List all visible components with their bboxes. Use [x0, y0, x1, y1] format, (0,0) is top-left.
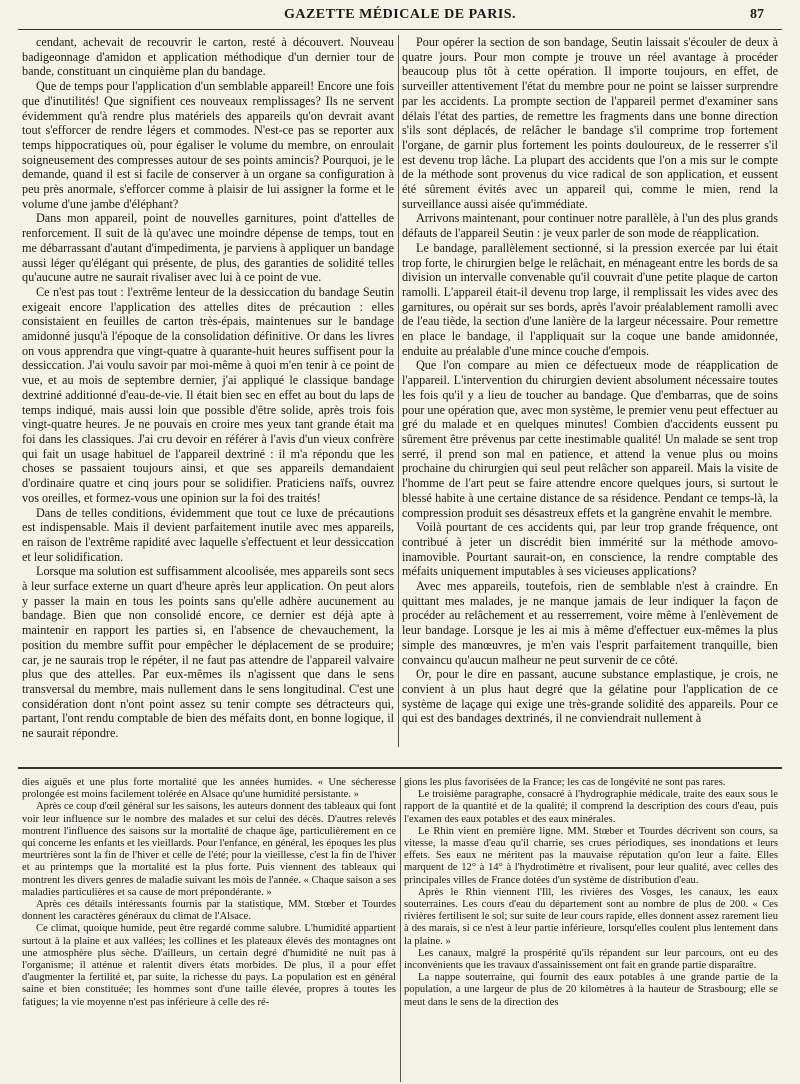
running-title: GAZETTE MÉDICALE DE PARIS.: [283, 7, 517, 22]
paragraph: Ce climat, quoique humide, peut être regardé comme salubre. L'humidité appartient surtout à la plaine et aux vallées; les collines et les plateaux élevés des montagnes ont une atmosphère plus sèche. D'ailleurs, un certain degré d'humidité ne nuit pas à l'organisme; il atténue et ralentit divers états morbides. De plus, il a pour effet d'augmenter la fertilité et, par suite, la richesse du pays. La population est en général saine et bien constituée; les hommes sont d'une taille élevée, propres à toutes les fatigues; la vie moyenne n'est pas inférieure à celle des ré-: [22, 923, 396, 1008]
header-rule: [18, 29, 782, 30]
paragraph: Avec mes appareils, toutefois, rien de semblable n'est à craindre. En quittant mes malades, je ne manque jamais de leur indiquer la façon de procéder au relâchement et au resserrement, voire même à l'enlèvement de leur bandage. Lorsque je les ai mis à même d'effectuer eux-mêmes la plus simple des manœuvres, je m'en vais l'esprit parfaitement tranquille, bien convaincu qu'aucun malheur ne peut survenir de ce côté.: [402, 579, 778, 667]
lower-left-column: [22, 777, 396, 1082]
paragraph: Lorsque ma solution est suffisamment alcoolisée, mes appareils sont secs à leur surface externe un quart d'heure après leur application. On peut alors y passer la main en tous les points sans qu'elle adhère aucunement au bandage. Bien que non consolidé encore, ce dernier est déjà apte à maintenir en rapport les parties si, en l'absence de chevauchement, la position du membre suffit pour empêcher le déplacement de se produire; car, je ne saurais trop le répéter, il ne faut pas attendre de l'appareil valvaire plus que des attelles. Par eux-mêmes ils n'agissent que dans le sens transversal du membre, mais nullement dans le sens longitudinal. C'est une considération dont n'ont point assez su tenir compte ses détracteurs qui, partant, l'ont rendu comptable de bien des méfaits dont, en bonne logique, il ne saurait répondre.: [22, 564, 394, 741]
section-divider: [18, 767, 782, 769]
paragraph: Les canaux, malgré la prospérité qu'ils répandent sur leur parcours, ont eu des inconvénients que les travaux d'assainissement ont fait en grande partie disparaître.: [404, 947, 778, 972]
paragraph: Que l'on compare au mien ce défectueux mode de réapplication de l'appareil. L'intervention du chirurgien devient absolument nécessaire toutes les fois qu'il y a lieu de toucher au bandage. Que d'embarras, que de soins pour une opération que, avec mon système, le premier venu peut effectuer au gré du malade et en quelques minutes! Combien d'accidents eussent pu sûrement être prévenus par cette inestimable qualité! Un malade se sent trop serré, il prend son mal en patience, et attend la venue plus ou moins prochaine du chirurgien qui seul peut relâcher son appareil. Mais la visite de l'homme de l'art peut se faire attendre encore quelques jours, si surtout le blessé habite à une certaine distance de sa résidence. Pendant ce temps-là, la compression produit ses désastreux effets et la gangrène envahit le membre.: [402, 358, 778, 520]
page-header: [0, 0, 800, 34]
paragraph: Pour opérer la section de son bandage, Seutin laissait s'écouler de deux à quatre jours. Pour mon compte je trouve un réel avantage à procéder beaucoup plus tôt à cette opération. Il importe toujours, en effet, de surveiller attentivement l'état du membre pour ne point se laisser surprendre par les accidents. La prompte section de l'appareil permet d'examiner sans délais l'état des parties, de remettre les fragments dans une bonne direction s'ils sont déplacés, de relâcher le bandage s'il comprime trop fortement l'organe, de garnir plus fortement les points douloureux, de le resserrer s'il est devenu trop lâche. La plupart des accidents que l'on a mis sur le compte de la méthode sont provenus du vice radical de son application, et eussent été sûrement évités avec un appareil qui, comme le mien, rend la surveillance aussi aisée qu'immédiate.: [402, 35, 778, 211]
lower-right-column: [404, 777, 778, 1082]
paragraph: Arrivons maintenant, pour continuer notre parallèle, à l'un des plus grands défauts de l'appareil Seutin : je veux parler de son mode de réapplication.: [402, 211, 778, 241]
upper-left-column: [22, 35, 394, 747]
paragraph: Après ces détails intéressants fournis par la statistique, MM. Stœber et Tourdes donnent les caractères généraux du climat de l'Alsace.: [22, 899, 396, 923]
column-divider: [400, 777, 401, 1082]
paragraph: Après le Rhin viennent l'Ill, les rivières des Vosges, les canaux, les eaux souterraines. Les cours d'eau du département sont au nombre de plus de 200. « Ces rivières fertilisent le sol; sur suite de leur cours rapide, elles donnent assez rarement lieu à des marais, si ce n'est à leur partie inférieure, lorsqu'elles coulent plus lentement dans la plaine. »: [404, 886, 778, 947]
paragraph: Ce n'est pas tout : l'extrême lenteur de la dessiccation du bandage Seutin exigeait encore l'application des attelles dites de précaution : elles consistaient en feuilles de carton très-épais, maintenues sur le bandage amidonné jusqu'à l'époque de la consolidation définitive. Or dans les livres on vous apprendra que vingt-quatre à quarante-huit heures suffisent pour la dessiccation. J'ai voulu savoir par moi-même à quoi m'en tenir à ce point de vue, et au mois de septembre dernier, j'ai appliqué le classique bandage dextriné additionné d'eau-de-vie. Il était bien sec en effet au bout du laps de temps indiqué, mais aussi loin que possible d'être solide, après trois fois vingt-quatre heures. Je ne pouvais en croire mes yeux tant grande était ma foi dans les classiques. J'ai cru devoir en référer à l'avis d'un vieux confrère qui fait un usage habituel de l'appareil dextriné : il m'a répondu que les choses se passaient toujours ainsi, et que ses appareils demandaient d'ordinaire quatre et cinq jours pour se solidifier. Praticiens naïfs, ouvrez vos oreilles, et formez-vous une opinion sur la foi des traités!: [22, 284, 394, 505]
paragraph: Dans de telles conditions, évidemment que tout ce luxe de précautions est indispensable. Mais il devient parfaitement inutile avec mes appareils, en raison de l'extrême rapidité avec laquelle s'effectuent et leur dessiccation et leur solidification.: [22, 505, 394, 564]
paragraph: cendant, achevait de recouvrir le carton, resté à découvert. Nouveau badigeonnage d'amidon et application méthodique d'un dernier tour de bande, constituant un cinquième plan du bandage.: [22, 35, 394, 79]
paragraph: dies aiguës et une plus forte mortalité que les années humides. « Une sécheresse prolongée est moins facilement tolérée en Alsace qu'une humidité persistante. »: [22, 777, 396, 801]
page-number: 87: [750, 7, 764, 22]
upper-right-column: [402, 35, 778, 747]
paragraph: Voilà pourtant de ces accidents qui, par leur trop grande fréquence, ont contribué à jeter un discrédit bien immérité sur la méthode amovo-inamovible. Pourtant saurait-on, en conscience, la rendre comptable des méfaits uniquement imputables à ses vicieuses applications?: [402, 520, 778, 579]
paragraph: Le troisième paragraphe, consacré à l'hydrographie médicale, traite des eaux sous le rapport de la quantité et de la qualité; il comprend la description des cours d'eau, puis l'examen des eaux potables et des eaux minérales.: [404, 789, 778, 825]
paragraph: Le Rhin vient en première ligne. MM. Stœber et Tourdes décrivent son cours, sa vitesse, la masse d'eau qu'il charrie, ses crues périodiques, ses inondations et leurs effets. Ses eaux ne méritent pas la mauvaise réputation qu'on leur a faite. Elles marquent de 12° à 14° à l'hydrotimètre et rivalisent, pour leur qualité, avec celles des principales villes de France dotées d'un système de distribution d'eau.: [404, 825, 778, 886]
paragraph: gions les plus favorisées de la France; les cas de longévité ne sont pas rares.: [404, 777, 726, 788]
paragraph: Or, pour le dire en passant, aucune substance emplastique, je crois, ne convient à un plus haut degré que la gélatine pour l'application de ce système de laçage qui exige une très-grande solidité des appareils. Pour ce qui est des bandages dextrinés, il ne conviendrait nullement à: [402, 667, 778, 726]
paragraph: Que de temps pour l'application d'un semblable appareil! Encore une fois que d'inutilités! Que signifient ces nouveaux remplissages? Ils ne servent évidemment qu'à rendre plus matériels des appareils qu'on devrait avant tout s'efforcer de rendre légers et commodes. N'est-ce pas se reporter aux temps hippocratiques où, pour égaliser le volume du membre, on enroulait soigneusement des compresses autour de ses points amincis? Pourquoi, je le demande, quand il est si facile de conserver à un organe sa configuration à peu près anormale, s'efforcer comme à plaisir de lui assigner la forme et le volume d'une jambe d'éléphant?: [22, 79, 394, 211]
column-divider: [398, 35, 399, 747]
paragraph: Après ce coup d'œil général sur les saisons, les auteurs donnent des tableaux qui font voir leur influence sur le nombre des malades et sur celui des décès. D'autres relevés montrent l'influence des saisons sur la mortalité de chaque âge, particulièrement en ce qui concerne les enfants et les vieillards. Pour l'enfance, en général, les époques les plus meurtrières sont la fin de l'hiver et celle de l'été; pour la vieillesse, c'est la fin de l'hiver et au printemps que la mortalité est la plus forte. Puis viennent des tableaux qui montrent les divers genres de maladie suivant les mois de l'année. « Chaque saison a ses maladies particulières et sa cause de mort prépondérante. »: [22, 801, 396, 898]
paragraph: Le bandage, parallèlement sectionné, si la pression exercée par lui était trop forte, le chirurgien belge le relâchait, en ménageant entre les bords de sa division un intervalle convenable qu'il couvrait d'une petite plaque de carton ramolli. L'appareil était-il devenu trop large, il remplissait les vides avec des garnitures, ou opérait sur ses bords, après l'avoir préalablement ramolli avec de l'eau tiède, la section d'une lanière de la largeur nécessaire. Pour remettre en place le bandage, il l'appliquait sur la coque une bande amidonnée, enduite au préalable d'une mince couche d'empois.: [402, 240, 778, 358]
paragraph: Dans mon appareil, point de nouvelles garnitures, point d'attelles de renforcement. Il suit de là qu'avec une moindre dépense de temps, tout en me débarrassant d'autant d'impedimenta, je parviens à appliquer un bandage aussi léger qu'élégant qui présente, de plus, des garanties de solidité telles qu'aucune autre ne saurait rivaliser avec lui à ce point de vue.: [22, 211, 394, 285]
paragraph: La nappe souterraine, qui fournit des eaux potables à une grande partie de la population, a une largeur de plus de 20 kilomètres à la hauteur de Strasbourg; elle se meut dans le sens de la direction des: [404, 972, 778, 1008]
